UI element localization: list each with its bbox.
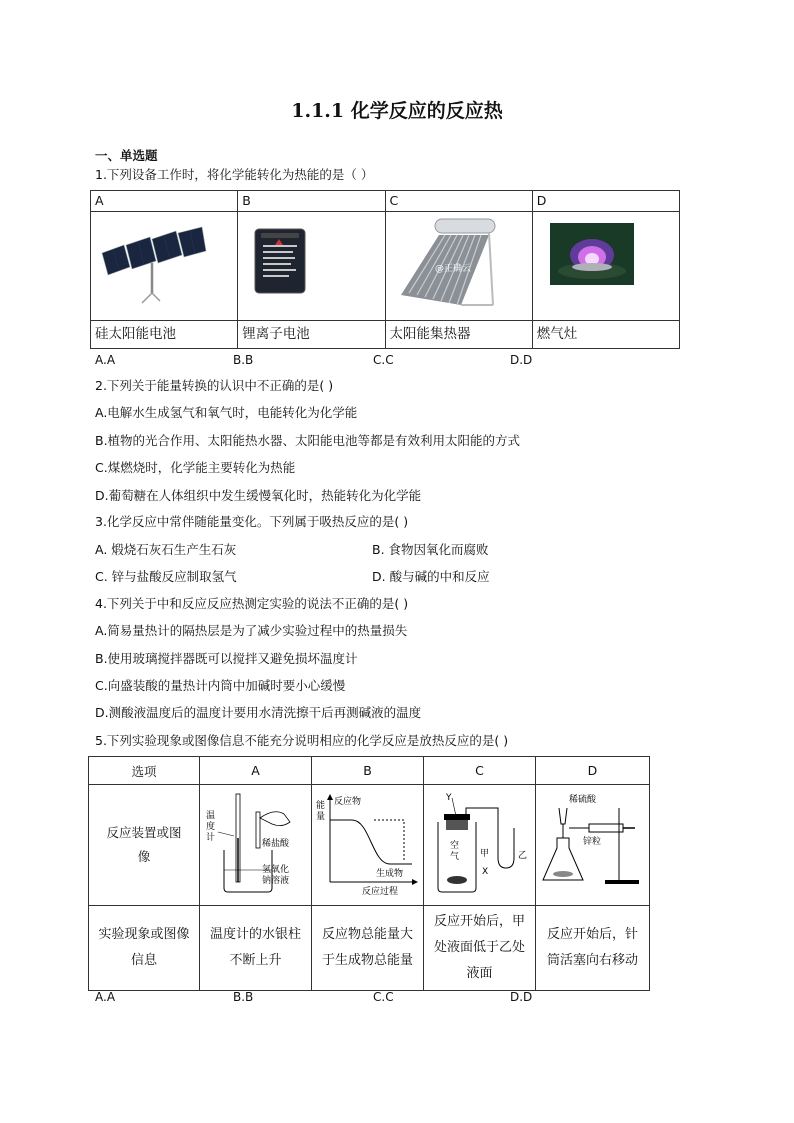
q3-stem: 3.化学反应中常伴随能量变化。下列属于吸热反应的是( ) [95,514,409,529]
svg-text:计: 计 [205,832,215,843]
svg-text:乙: 乙 [517,850,527,861]
q3-option-c[interactable]: C. 锌与盐酸反应制取氢气 [95,569,237,584]
gas-stove-image [532,212,679,321]
q2-option-a[interactable]: A.电解水生成氢气和氧气时，电能转化为化学能 [95,405,358,420]
svg-text:稀硫酸: 稀硫酸 [568,794,596,805]
figure-c-u-tube [424,785,536,906]
svg-text:Y: Y [445,792,451,803]
q1-option-d[interactable]: D.D [510,353,533,367]
q1-option-c[interactable]: C.C [373,353,394,367]
q1-table [90,190,680,349]
svg-text:能: 能 [315,800,325,811]
svg-text:空: 空 [449,840,459,851]
section-heading: 一、单选题 [95,148,158,163]
solar-panel-image [91,212,238,321]
q5-row2-a: 温度计的水银柱不断上升 [200,906,312,991]
svg-text:温: 温 [205,810,215,821]
q2-option-b[interactable]: B.植物的光合作用、太阳能热水器、太阳能电池等都是有效利用太阳能的方式 [95,433,521,448]
q5-row1-label: 反应装置或图像 [89,785,200,906]
q1-stem: 1.下列设备工作时，将化学能转化为热能的是（ ） [95,167,374,182]
q5-option-d[interactable]: D.D [510,990,533,1004]
lithium-battery-image [238,212,385,321]
q4-option-b[interactable]: B.使用玻璃搅拌器既可以搅拌又避免损坏温度计 [95,651,358,666]
q5-header-option: 选项 [89,757,200,785]
svg-text:氢氧化: 氢氧化 [261,864,289,875]
q1-label-b: 锂离子电池 [238,321,385,349]
svg-text:生成物: 生成物 [375,868,403,879]
q3-option-a[interactable]: A. 煅烧石灰石生产生石灰 [95,542,237,557]
svg-text:反应物: 反应物 [333,796,361,807]
q5-option-c[interactable]: C.C [373,990,394,1004]
q4-option-c[interactable]: C.向盛装酸的量热计内筒中加碱时要小心缓慢 [95,678,346,693]
figure-a-thermometer [200,785,312,906]
q1-label-a: 硅太阳能电池 [91,321,238,349]
q5-row2-label: 实验现象或图像信息 [89,906,200,991]
q3-option-b[interactable]: B. 食物因氧化而腐败 [372,542,489,557]
solar-heater-image [385,212,532,321]
q1-label-d: 燃气灶 [532,321,679,349]
q1-option-a[interactable]: A.A [95,353,116,367]
svg-text:度: 度 [205,821,215,832]
svg-text:稀盐酸: 稀盐酸 [261,838,289,849]
q5-option-b[interactable]: B.B [233,990,254,1004]
page-title: 1.1.1 化学反应的反应热 [291,100,503,122]
svg-text:钠溶液: 钠溶液 [261,875,289,886]
q5-stem: 5.下列实验现象或图像信息不能充分说明相应的化学反应是放热反应的是( ) [95,733,509,748]
q5-row2-d: 反应开始后，针筒活塞向右移动 [536,906,650,991]
q2-option-d[interactable]: D.葡萄糖在人体组织中发生缓慢氧化时，热能转化为化学能 [95,488,422,503]
figure-b-energy-diagram [312,785,424,906]
q1-header-c: C [385,191,532,212]
q1-header-b: B [238,191,385,212]
q5-header-c: C [424,757,536,785]
q5-row2-c: 反应开始后，甲处液面低于乙处液面 [424,906,536,991]
q5-header-d: D [536,757,650,785]
q5-option-a[interactable]: A.A [95,990,116,1004]
q1-label-c: 太阳能集热器 [385,321,532,349]
figure-d-flask-syringe [536,785,650,906]
q1-header-d: D [532,191,679,212]
q5-row2-b: 反应物总能量大于生成物总能量 [312,906,424,991]
q1-option-b[interactable]: B.B [233,353,254,367]
svg-text:气: 气 [449,851,459,862]
q2-option-c[interactable]: C.煤燃烧时，化学能主要转化为热能 [95,460,296,475]
q5-header-a: A [200,757,312,785]
svg-text:反应过程: 反应过程 [361,886,398,897]
q4-option-d[interactable]: D.测酸液温度后的温度计要用水清洗擦干后再测碱液的温度 [95,705,422,720]
svg-text:X: X [481,866,488,877]
q1-header-a: A [91,191,238,212]
q4-option-a[interactable]: A.简易量热计的隔热层是为了减少实验过程中的热量损失 [95,623,408,638]
q5-header-b: B [312,757,424,785]
svg-text:甲: 甲 [479,848,489,859]
svg-text:量: 量 [315,811,325,822]
svg-text:锌粒: 锌粒 [582,836,601,847]
q2-stem: 2.下列关于能量转换的认识中不正确的是( ) [95,378,334,393]
q3-option-d[interactable]: D. 酸与碱的中和反应 [372,569,490,584]
watermark-text: @正确云 [434,263,471,274]
q4-stem: 4.下列关于中和反应反应热测定实验的说法不正确的是( ) [95,596,409,611]
q5-table [88,756,650,991]
